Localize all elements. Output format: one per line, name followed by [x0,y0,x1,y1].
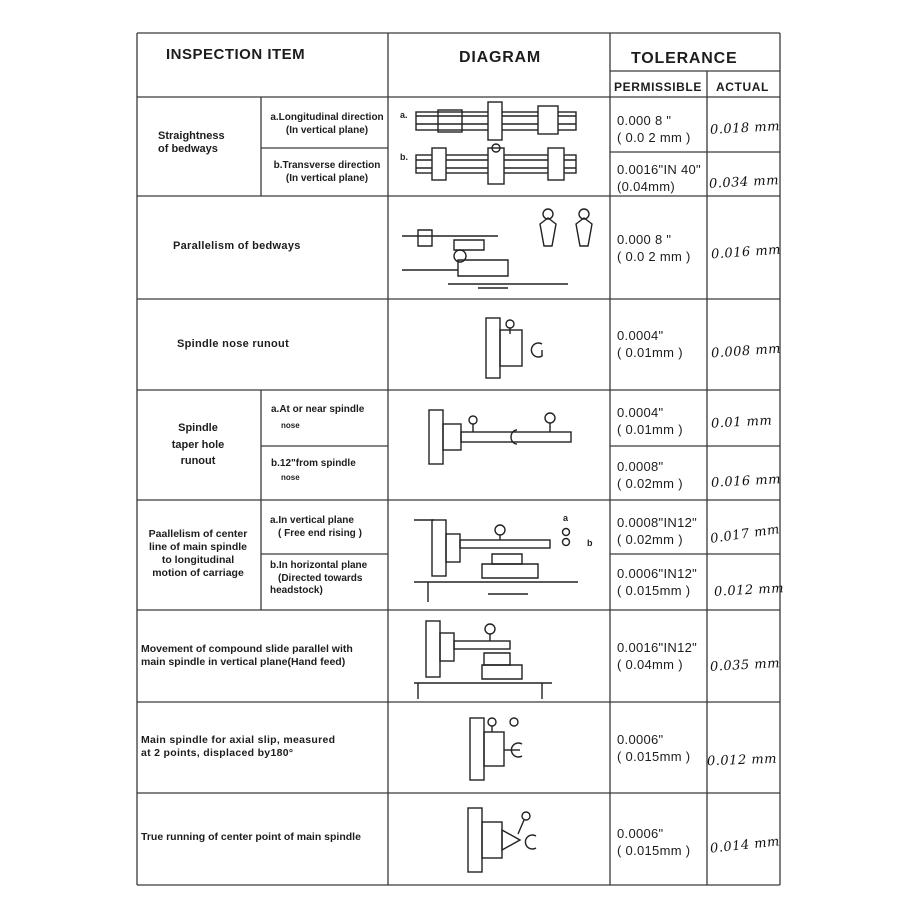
center-line-b-line2: (Directed towards [278,572,363,584]
straightness-a-perm-mm: ( 0.0 2 mm ) [617,129,691,145]
true-running-actual: 0.014 mm [709,834,781,857]
straightness-line1: Straightness [158,130,225,142]
axial-slip-item [141,734,335,760]
center-line-a-label [270,515,362,540]
compound-slide-permissible [617,640,697,673]
straightness-a-line1: a.Longitudinal direction [270,112,384,123]
compound-slide-perm-in: 0.0016"IN12" [617,640,698,655]
straightness-a-actual: 0.018 mm [709,119,781,138]
parallelism-bedways-perm-mm: ( 0.0 2 mm ) [617,248,691,264]
straightness-b-line2: (In vertical plane) [285,172,369,184]
taper-hole-b-label [271,458,356,483]
center-line-b-label [270,560,367,598]
header-actual: ACTUAL [716,80,769,94]
straightness-b-perm-in: 0.0016"IN 40" [617,162,701,177]
spindle-nose-diagram [480,312,550,384]
parallelism-bedways-perm-in: 0.000 8 " [617,232,672,247]
header-inspection-item: INSPECTION ITEM [166,46,306,63]
spindle-nose-permissible [617,328,683,361]
straightness-b-line1: b.Transverse direction [273,160,381,171]
center-line-b-perm-in: 0.0006"IN12" [617,566,698,581]
taper-hole-a-permissible [617,405,683,438]
center-line-line4: motion of carriage [152,567,244,580]
axial-slip-perm-in: 0.0006" [617,732,664,747]
center-line-item [140,528,256,581]
true-running-perm-in: 0.0006" [617,826,664,841]
taper-hole-a-perm-mm: ( 0.01mm ) [617,421,683,437]
taper-hole-item [168,420,228,470]
spindle-nose-item: Spindle nose runout [177,338,290,350]
taper-hole-a-actual: 0.01 mm [710,413,773,432]
parallelism-bedways-item: Parallelism of bedways [173,240,301,252]
parallelism-bedways-actual: 0.016 mm [710,242,782,263]
taper-hole-line1: Spindle [178,422,218,434]
taper-hole-a-perm-in: 0.0004" [617,405,664,420]
center-line-a-actual: 0.017 mm [709,522,781,547]
center-line-a-perm-mm: ( 0.02mm ) [617,531,683,547]
straightness-b-actual: 0.034 mm [708,173,780,192]
spindle-nose-perm-in: 0.0004" [617,328,664,343]
axial-slip-line2: at 2 points, displaced by180° [141,747,294,760]
straightness-a-permissible [617,113,691,146]
axial-slip-diagram [462,712,532,786]
compound-slide-perm-mm: ( 0.04mm ) [617,656,683,672]
header-tolerance: TOLERANCE [631,50,738,67]
center-line-diagram [408,510,598,608]
center-line-b-line1: b.In horizontal plane [270,560,368,571]
straightness-b-label [268,160,386,185]
straightness-a-line2: (In vertical plane) [285,124,369,136]
taper-hole-diagram [425,404,585,470]
diagram-label-a: a. [400,110,408,120]
diagram-label-b: b. [400,152,408,162]
compound-slide-actual: 0.035 mm [709,656,781,675]
axial-slip-perm-mm: ( 0.015mm ) [617,748,691,764]
true-running-permissible [617,826,690,859]
center-line-line2: line of main spindle [148,541,247,554]
center-line-a-line2: ( Free end rising ) [278,527,362,539]
taper-hole-line3: runout [180,455,216,467]
center-line-a-line1: a.In vertical plane [270,515,354,526]
spindle-nose-perm-mm: ( 0.01mm ) [617,344,683,360]
center-line-diagram-label-a: a [563,513,569,523]
center-line-a-permissible [617,515,697,548]
spindle-nose-actual: 0.008 mm [710,341,782,362]
axial-slip-line1: Main spindle for axial slip, measured [141,734,336,746]
header-diagram: DIAGRAM [459,49,542,66]
center-line-a-perm-in: 0.0008"IN12" [617,515,698,530]
straightness-a-label [268,112,386,137]
straightness-diagram [408,100,588,195]
taper-hole-a-line1: a.At or near spindle [271,404,365,415]
center-line-line1: Paallelism of center [148,528,248,540]
taper-hole-b-line2: nose [281,472,300,482]
taper-hole-a-line2: nose [281,420,300,430]
center-line-b-actual: 0.012 mm [713,581,785,600]
taper-hole-line2: taper hole [171,438,225,451]
true-running-diagram [462,800,542,880]
center-line-b-permissible [617,566,697,599]
taper-hole-b-permissible [617,459,683,492]
parallelism-bedways-permissible [617,232,691,265]
straightness-b-permissible [617,162,701,195]
axial-slip-actual: 0.012 mm [706,751,778,770]
center-line-b-perm-mm: ( 0.015mm ) [617,582,691,598]
true-running-item: True running of center point of main spindle [141,831,361,843]
center-line-b-line3: headstock) [270,585,323,596]
compound-slide-line2: main spindle in vertical plane(Hand feed) [141,656,346,669]
taper-hole-b-line1: b.12"from spindle [271,458,356,469]
straightness-item [158,130,225,156]
taper-hole-a-label [271,404,364,431]
straightness-a-perm-in: 0.000 8 " [617,113,672,128]
axial-slip-permissible [617,732,690,765]
center-line-line3: to longitudinal [161,554,235,567]
center-line-diagram-label-b: b [587,538,593,548]
header-permissible: PERMISSIBLE [614,80,702,94]
taper-hole-b-perm-in: 0.0008" [617,459,664,474]
straightness-b-perm-mm: (0.04mm) [617,178,676,194]
parallelism-bedways-diagram [398,200,604,296]
compound-slide-diagram [412,613,562,703]
compound-slide-item [141,643,353,669]
compound-slide-line1: Movement of compound slide parallel with [141,643,353,655]
taper-hole-b-actual: 0.016 mm [710,472,782,491]
straightness-line2: of bedways [158,143,218,156]
taper-hole-b-perm-mm: ( 0.02mm ) [617,475,683,491]
true-running-perm-mm: ( 0.015mm ) [617,842,691,858]
